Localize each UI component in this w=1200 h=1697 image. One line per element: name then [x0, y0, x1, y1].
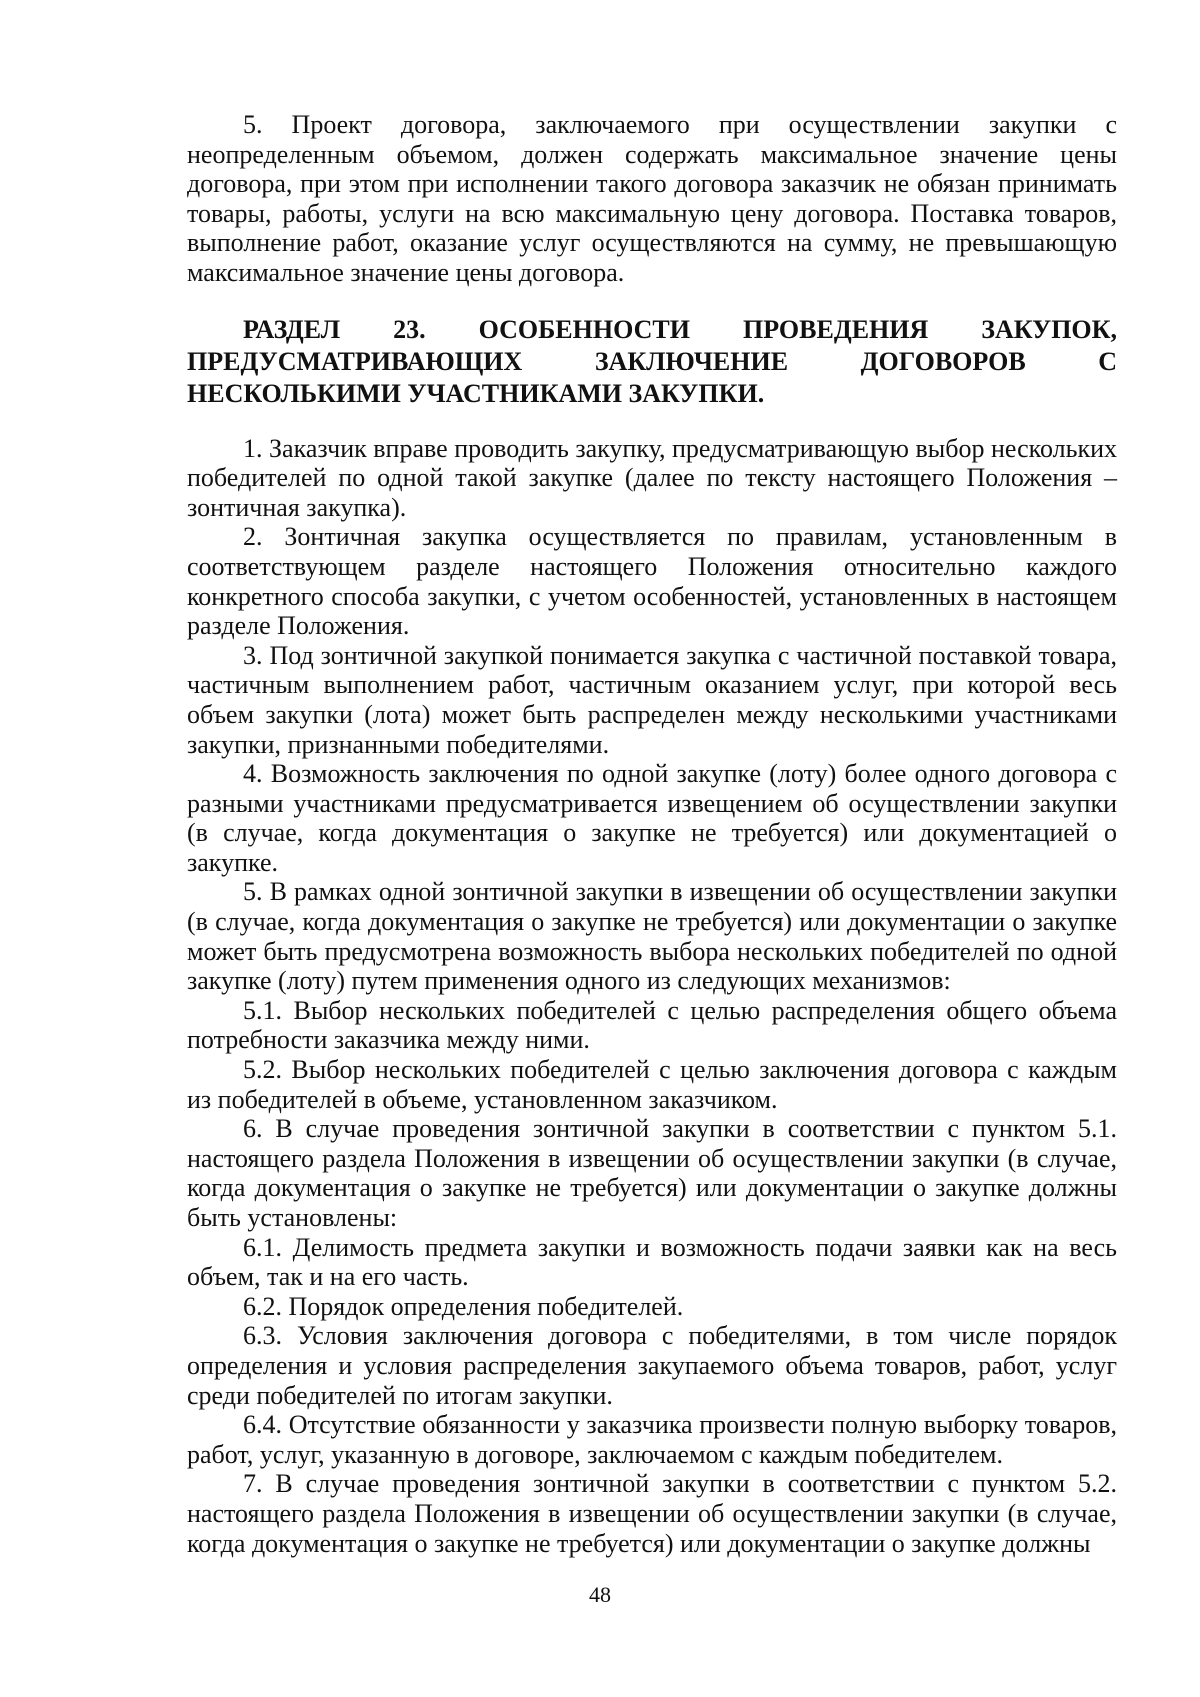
paragraph-5: 5. В рамках одной зонтичной закупки в извещении об осуществлении закупки (в случае, когда документация о закупке не требуется) или документации о закупке может быть предусмотрена возможность выбора нескольких победителей по одной закупке (лоту) путем применения одного из следующих механизмов:: [187, 877, 1117, 996]
paragraph-5-1: 5.1. Выбор нескольких победителей с целью распределения общего объема потребности заказчика между ними.: [187, 995, 1117, 1055]
paragraph-3: 3. Под зонтичной закупкой понимается закупка с частичной поставкой товара, частичным выполнением работ, частичным оказанием услуг, при которой весь объем закупки (лота) может быть распределен между несколькими участниками закупки, признанными победителями.: [187, 640, 1117, 759]
section-heading: РАЗДЕЛ 23. ОСОБЕННОСТИ ПРОВЕДЕНИЯ ЗАКУПОК, ПРЕДУСМАТРИВАЮЩИХ ЗАКЛЮЧЕНИЕ ДОГОВОРОВ С НЕСКОЛЬКИМИ УЧАСТНИКАМИ ЗАКУПКИ.: [187, 314, 1117, 408]
paragraph-1: 1. Заказчик вправе проводить закупку, предусматривающую выбор нескольких победителей по одной такой закупке (далее по тексту настоящего Положения – зонтичная закупка).: [187, 433, 1117, 522]
paragraph-6-4: 6.4. Отсутствие обязанности у заказчика произвести полную выборку товаров, работ, услуг, указанную в договоре, заключаемом с каждым победителем.: [187, 1410, 1117, 1469]
intro-paragraph: 5. Проект договора, заключаемого при осуществлении закупки с неопределенным объемом, должен содержать максимальное значение цены договора, при этом при исполнении такого договора заказчик не обязан принимать товары, работы, услуги на всю максимальную цену договора. Поставка товаров, выполнение работ, оказание услуг осуществляются на сумму, не превышающую максимальное значение цены договора.: [187, 110, 1117, 287]
paragraph-6-2: 6.2. Порядок определения победителей.: [243, 1291, 684, 1321]
paragraph-6-1: 6.1. Делимость предмета закупки и возможность подачи заявки как на весь объем, так и на его часть.: [187, 1232, 1117, 1292]
page-number: 48: [589, 1582, 611, 1607]
paragraph-5-2: 5.2. Выбор нескольких победителей с целью заключения договора с каждым из победителей в объеме, установленном заказчиком.: [187, 1055, 1117, 1114]
paragraph-6-3: 6.3. Условия заключения договора с победителями, в том числе порядок определения и условия распределения закупаемого объема товаров, работ, услуг среди победителей по итогам закупки.: [187, 1321, 1117, 1410]
document-page: [187, 110, 1117, 1558]
paragraph-6: 6. В случае проведения зонтичной закупки в соответствии с пунктом 5.1. настоящего раздела Положения в извещении об осуществлении закупки (в случае, когда документация о закупке не требуется) или документации о закупке должны быть установлены:: [187, 1114, 1117, 1232]
paragraph-7: 7. В случае проведения зонтичной закупки в соответствии с пунктом 5.2. настоящего раздела Положения в извещении об осуществлении закупки (в случае, когда документация о закупке не требуется) или документации о закупке должны: [187, 1469, 1117, 1558]
paragraph-4: 4. Возможность заключения по одной закупке (лоту) более одного договора с разными участниками предусматривается извещением об осуществлении закупки (в случае, когда документация о закупке не требуется) или документацией о закупке.: [187, 759, 1117, 877]
paragraph-2: 2. Зонтичная закупка осуществляется по правилам, установленным в соответствующем разделе настоящего Положения относительно каждого конкретного способа закупки, с учетом особенностей, установленных в настоящем разделе Положения.: [187, 522, 1117, 641]
